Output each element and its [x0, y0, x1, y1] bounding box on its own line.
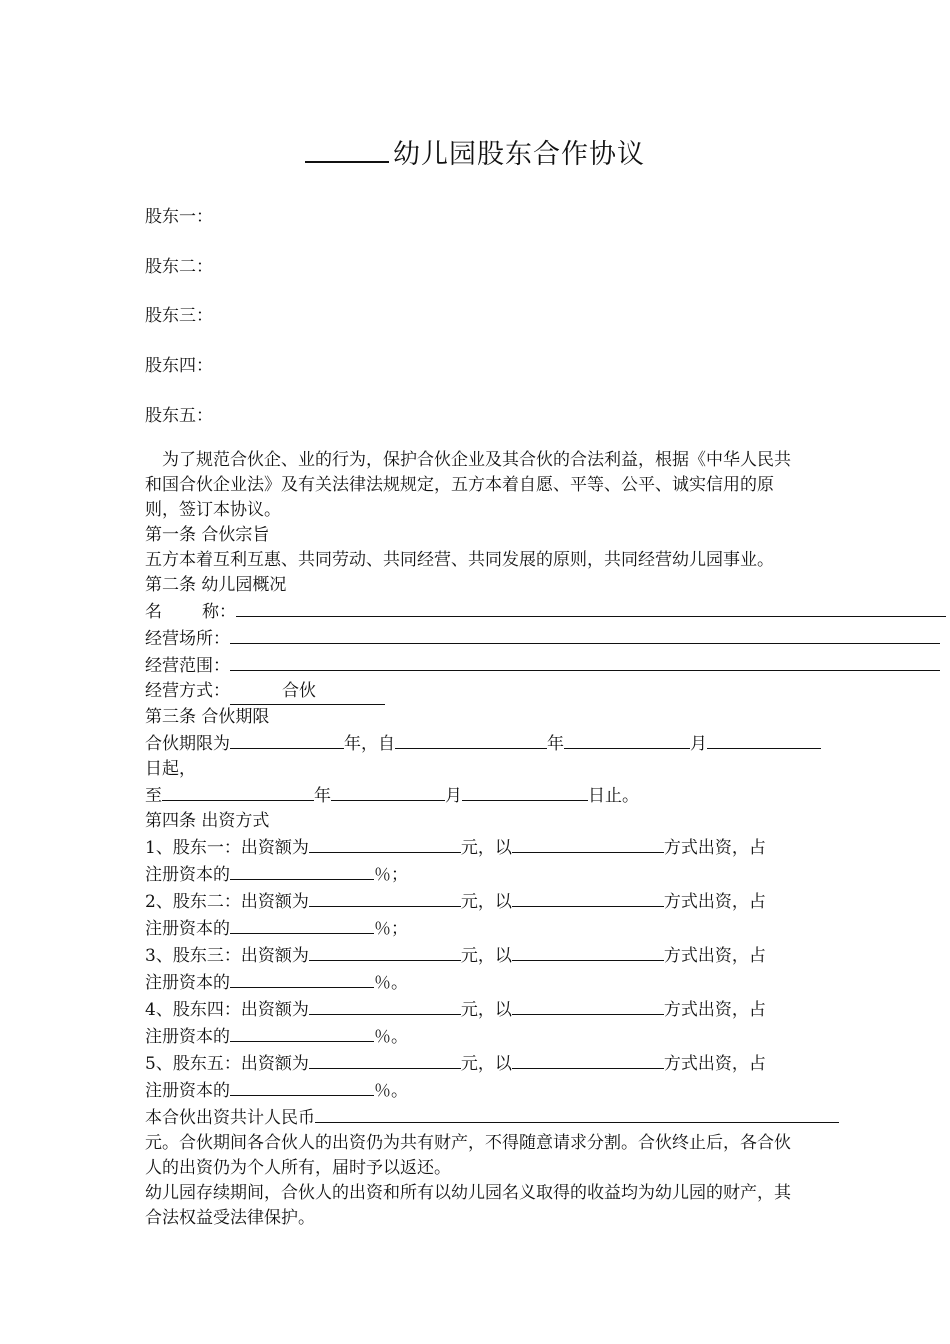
ratio-pct: ％； [374, 865, 408, 885]
shareholder-2-label: 股东二： [145, 257, 213, 277]
scope-blank [230, 652, 940, 671]
article-3-heading: 第三条 合伙期限 [145, 707, 270, 727]
ratio-label: 注册资本的 [145, 1027, 230, 1047]
term-blank-end-month [331, 782, 445, 801]
total-blank [315, 1104, 839, 1123]
ratio-blank [230, 969, 374, 988]
term-blank-end-day [462, 782, 588, 801]
document-title [0, 132, 950, 171]
term-text-e: 至 [145, 786, 162, 806]
term-line-1 [145, 730, 950, 757]
contribution-mid: 元，以 [460, 1054, 512, 1074]
scope-line [145, 652, 950, 679]
mode-line [145, 679, 950, 705]
contribution-prefix: 5、股东五：出资额为 [145, 1054, 309, 1074]
ratio-label: 注册资本的 [145, 973, 230, 993]
contribution-5-line [145, 1050, 950, 1077]
article-1-heading: 第一条 合伙宗旨 [145, 525, 270, 545]
contribution-4-ratio [145, 1023, 950, 1050]
term-text-f: 年 [314, 786, 331, 806]
amount-blank [309, 888, 461, 907]
amount-blank [309, 834, 461, 853]
total-line [145, 1104, 950, 1131]
article-4-heading: 第四条 出资方式 [145, 811, 270, 831]
total-label: 本合伙出资共计人民币 [145, 1108, 315, 1128]
name-blank [236, 598, 946, 617]
method-blank [512, 834, 664, 853]
term-blank-start-day [707, 730, 821, 749]
contribution-4-line [145, 996, 950, 1023]
intro-paragraph: 为了规范合伙企、业的行为，保护合伙企业及其合伙的合法利益，根据《中华人民共和国合伙企业法》及有关法律法规规定，五方本着自愿、平等、公平、诚实信用的原则，签订本协议。 [145, 450, 791, 520]
term-text-h: 日止。 [588, 786, 639, 806]
mode-label: 经营方式： [145, 681, 230, 701]
contribution-end: 方式出资，占 [663, 892, 766, 912]
shareholder-5-label: 股东五： [145, 406, 213, 426]
contribution-end: 方式出资，占 [663, 838, 766, 858]
term-blank-start-year [395, 730, 547, 749]
shareholder-3-label: 股东三： [145, 306, 213, 326]
contribution-1-ratio [145, 861, 950, 888]
contribution-end: 方式出资，占 [663, 946, 766, 966]
method-blank [512, 942, 664, 961]
term-text-b: 年，自 [344, 734, 395, 754]
ratio-label: 注册资本的 [145, 865, 230, 885]
ratio-pct: ％。 [374, 973, 408, 993]
scope-label: 经营范围： [145, 656, 230, 676]
shareholder-1-label: 股东一： [145, 207, 213, 227]
method-blank [512, 888, 664, 907]
term-line-2: 日起， [145, 759, 196, 779]
name-label-a: 名 [145, 602, 162, 622]
amount-blank [309, 1050, 461, 1069]
contribution-prefix: 4、股东四：出资额为 [145, 1000, 309, 1020]
name-line [145, 598, 950, 625]
term-line-3 [145, 782, 950, 809]
ratio-pct: ％； [374, 919, 408, 939]
term-text-d: 月 [690, 734, 707, 754]
agreement-body [145, 448, 950, 1231]
contribution-2-ratio [145, 915, 950, 942]
term-blank-years [230, 730, 344, 749]
ratio-label: 注册资本的 [145, 919, 230, 939]
contribution-mid: 元，以 [460, 838, 512, 858]
contribution-end: 方式出资，占 [663, 1000, 766, 1020]
contribution-3-line [145, 942, 950, 969]
ratio-pct: ％。 [374, 1027, 408, 1047]
total-text: 元。合伙期间各合伙人的出资仍为共有财产，不得随意请求分割。合伙终止后，各合伙人的出资仍为个人所有，届时予以返还。 [145, 1133, 791, 1178]
term-text-a: 合伙期限为 [145, 734, 230, 754]
ratio-blank [230, 1023, 374, 1042]
contribution-3-ratio [145, 969, 950, 996]
term-blank-end-year [162, 782, 314, 801]
shareholder-4-label: 股东四： [145, 356, 213, 376]
name-label-b: 称： [202, 602, 236, 622]
article-2-heading: 第二条 幼儿园概况 [145, 575, 287, 595]
term-text-c: 年 [547, 734, 564, 754]
ratio-pct: ％。 [374, 1081, 408, 1101]
ratio-blank [230, 915, 374, 934]
place-blank [230, 625, 940, 644]
method-blank [512, 1050, 664, 1069]
contribution-end: 方式出资，占 [663, 1054, 766, 1074]
contribution-mid: 元，以 [460, 946, 512, 966]
amount-blank [309, 942, 461, 961]
place-label: 经营场所： [145, 629, 230, 649]
title-blank-line [305, 139, 389, 163]
ratio-blank [230, 861, 374, 880]
place-line [145, 625, 950, 652]
term-blank-start-month [564, 730, 690, 749]
contribution-2-line [145, 888, 950, 915]
article-1-text: 五方本着互利互惠、共同劳动、共同经营、共同发展的原则，共同经营幼儿园事业。 [145, 550, 774, 570]
contribution-mid: 元，以 [460, 1000, 512, 1020]
contribution-prefix: 2、股东二：出资额为 [145, 892, 309, 912]
title-text: 幼儿园股东合作协议 [393, 139, 645, 170]
ratio-blank [230, 1077, 374, 1096]
property-text: 幼儿园存续期间，合伙人的出资和所有以幼儿园名义取得的收益均为幼儿园的财产，其合法权益受法律保护。 [145, 1183, 791, 1228]
contribution-1-line [145, 834, 950, 861]
contribution-prefix: 3、股东三：出资额为 [145, 946, 309, 966]
contribution-prefix: 1、股东一：出资额为 [145, 838, 309, 858]
contribution-mid: 元，以 [460, 892, 512, 912]
method-blank [512, 996, 664, 1015]
term-text-g: 月 [445, 786, 462, 806]
ratio-label: 注册资本的 [145, 1081, 230, 1101]
mode-value: 合伙 [230, 679, 385, 705]
contribution-5-ratio [145, 1077, 950, 1104]
amount-blank [309, 996, 461, 1015]
